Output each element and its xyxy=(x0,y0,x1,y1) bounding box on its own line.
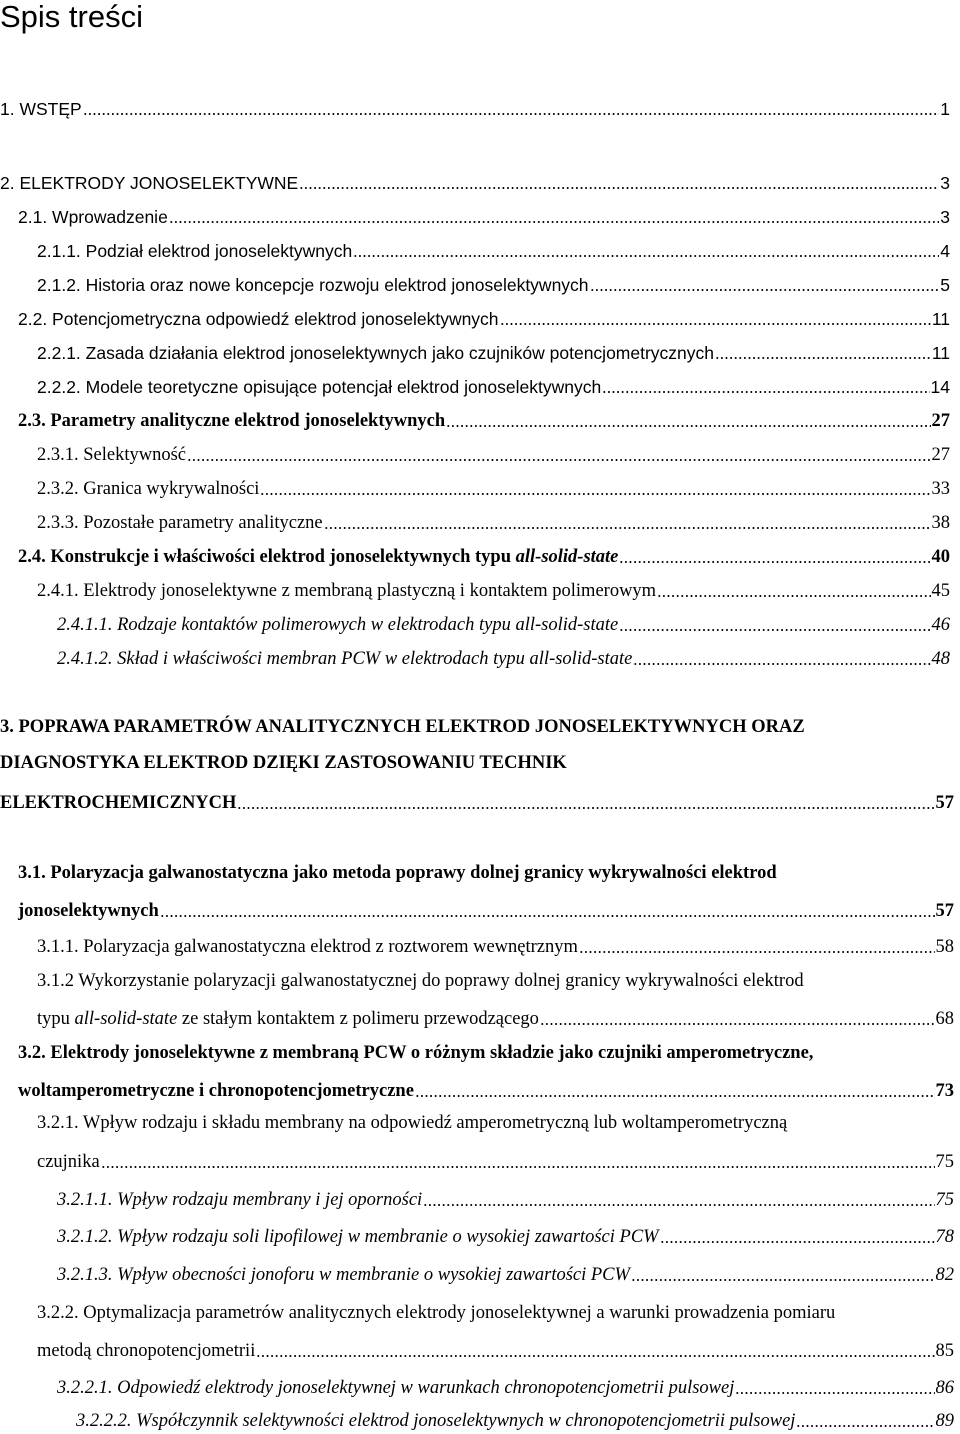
toc-entry-page: 57 xyxy=(935,901,954,921)
toc-entry-3-2-1-3[interactable] xyxy=(57,1258,954,1286)
toc-entry-2-3-1[interactable] xyxy=(37,438,950,466)
toc-entry-label: 2.1.1. Podział elektrod jonoselektywnych xyxy=(37,241,353,261)
toc-entry-page: 11 xyxy=(931,309,950,329)
toc-entry-2-3-3[interactable] xyxy=(37,506,950,534)
toc-entry-page: 57 xyxy=(935,793,954,813)
leader-dots xyxy=(631,1278,935,1282)
toc-entry-3-2-1-1[interactable] xyxy=(57,1183,954,1211)
leader-dots xyxy=(169,220,939,224)
leader-dots xyxy=(299,186,939,190)
toc-entry-2-1-1[interactable] xyxy=(37,234,950,262)
toc-entry-label: 2.3.3. Pozostałe parametry analityczne xyxy=(37,513,323,533)
page-title: Spis treści xyxy=(0,0,143,34)
leader-dots xyxy=(579,950,935,954)
toc-entry-2-3-2[interactable] xyxy=(37,472,950,500)
toc-entry-label: 3.2.2.1. Odpowiedź elektrody jonoselektywnej w warunkach chronopotencjometrii pulsowej xyxy=(57,1378,735,1398)
toc-entry-2-1-2[interactable] xyxy=(37,268,950,296)
toc-entry-3-2-1[interactable] xyxy=(37,1145,954,1173)
toc-entry-page: 1 xyxy=(940,99,950,119)
toc-entry-2-2-1[interactable] xyxy=(37,336,950,364)
leader-dots xyxy=(423,1203,934,1207)
toc-entry-page: 14 xyxy=(930,377,950,397)
toc-entry-label-italic: all-solid-state xyxy=(74,1009,178,1029)
toc-entry-page: 11 xyxy=(931,343,950,363)
toc-entry-label: 3.2.1.2. Wpływ rodzaju soli lipofilowej w membranie o wysokiej zawartości PCW xyxy=(57,1227,659,1247)
toc-entry-label: 2.4.1. Elektrody jonoselektywne z membraną plastyczną i kontaktem polimerowym xyxy=(37,581,657,601)
leader-dots xyxy=(619,560,930,564)
toc-entry-page: 27 xyxy=(931,445,950,465)
leader-dots xyxy=(796,1424,934,1428)
toc-entry-label: 2.3. Parametry analityczne elektrod jonoselektywnych xyxy=(18,411,446,431)
toc-entry-label: 2.3.1. Selektywność xyxy=(37,445,187,465)
toc-entry-page: 45 xyxy=(931,581,950,601)
leader-dots xyxy=(657,594,930,598)
toc-entry-2-4-1-1[interactable] xyxy=(57,608,950,636)
leader-dots xyxy=(101,1165,935,1169)
toc-entry-label: 3.2.1.1. Wpływ rodzaju membrany i jej oporności xyxy=(57,1190,423,1210)
toc-entry-label: 2.2.2. Modele teoretyczne opisujące potencjał elektrod jonoselektywnych xyxy=(37,377,602,397)
toc-entry-3-line1[interactable]: 3. POPRAWA PARAMETRÓW ANALITYCZNYCH ELEKTROD JONOSELEKTYWNYCH ORAZ xyxy=(0,717,805,737)
leader-dots xyxy=(256,1354,934,1358)
toc-entry-page: 40 xyxy=(931,547,950,567)
toc-entry-3[interactable] xyxy=(0,786,954,814)
toc-entry-page: 38 xyxy=(931,513,950,533)
toc-entry-page: 68 xyxy=(935,1009,954,1029)
leader-dots xyxy=(415,1094,935,1098)
toc-entry-3-2-2-1[interactable] xyxy=(57,1371,954,1399)
toc-entry-page: 82 xyxy=(935,1265,954,1285)
toc-entry-page: 85 xyxy=(935,1341,954,1361)
toc-entry-label: 3.2.1.3. Wpływ obecności jonoforu w membranie o wysokiej zawartości PCW xyxy=(57,1265,630,1285)
toc-entry-label: 2.1. Wprowadzenie xyxy=(18,207,168,227)
toc-entry-page: 46 xyxy=(931,615,950,635)
toc-entry-3-2-line1[interactable]: 3.2. Elektrody jonoselektywne z membraną PCW o różnym składzie jako czujniki amperometryczne, xyxy=(18,1043,814,1063)
leader-dots xyxy=(602,390,929,394)
toc-entry-2-2[interactable] xyxy=(18,302,950,330)
toc-entry-page: 3 xyxy=(940,173,950,193)
toc-entry-page: 48 xyxy=(931,649,950,669)
toc-entry-2-4-1[interactable] xyxy=(37,574,950,602)
leader-dots xyxy=(324,526,931,530)
toc-entry-3-1[interactable] xyxy=(18,894,954,922)
toc-entry-3-2-1-line1[interactable]: 3.2.1. Wpływ rodzaju i składu membrany na odpowiedź amperometryczną lub woltamperometryczną xyxy=(37,1113,788,1133)
toc-entry-3-1-2-line1[interactable]: 3.1.2 Wykorzystanie polaryzacji galwanostatycznej do poprawy dolnej granicy wykrywalności elektrod xyxy=(37,971,804,991)
leader-dots xyxy=(540,1022,935,1026)
toc-entry-page: 89 xyxy=(935,1411,954,1431)
toc-entry-page: 27 xyxy=(931,411,950,431)
toc-entry-page: 3 xyxy=(940,207,950,227)
toc-entry-label: metodą chronopotencjometrii xyxy=(37,1341,256,1361)
toc-entry-label: 3.1.1. Polaryzacja galwanostatyczna elektrod z roztworem wewnętrznym xyxy=(37,937,578,957)
toc-entry-3-2-2-2[interactable] xyxy=(76,1404,954,1432)
leader-dots xyxy=(237,806,934,810)
toc-entry-label-c: ze stałym kontaktem z polimeru przewodzącego xyxy=(177,1009,539,1029)
toc-entry-label: 2.2.1. Zasada działania elektrod jonoselektywnych jako czujników potencjometrycznych xyxy=(37,343,715,363)
toc-entry-3-2-2[interactable] xyxy=(37,1334,954,1362)
leader-dots xyxy=(446,424,930,428)
toc-entry-page: 33 xyxy=(931,479,950,499)
toc-entry-label: 2. ELEKTRODY JONOSELEKTYWNE xyxy=(0,173,299,193)
toc-entry-page: 86 xyxy=(935,1378,954,1398)
leader-dots xyxy=(619,628,930,632)
leader-dots xyxy=(735,1391,934,1395)
toc-entry-2-2-2[interactable] xyxy=(37,370,950,398)
leader-dots xyxy=(633,662,930,666)
leader-dots xyxy=(715,356,931,360)
toc-entry-label-a: typu xyxy=(37,1009,75,1029)
toc-entry-page: 78 xyxy=(935,1227,954,1247)
toc-entry-page: 75 xyxy=(935,1190,954,1210)
toc-entry-label: 2.4.1.1. Rodzaje kontaktów polimerowych w elektrodach typu all-solid-state xyxy=(57,615,619,635)
toc-entry-2-4-1-2[interactable] xyxy=(57,642,950,670)
toc-entry-page: 73 xyxy=(935,1081,954,1101)
toc-entry-label: jonoselektywnych xyxy=(18,901,159,921)
toc-entry-label: 3.2.2.2. Współczynnik selektywności elektrod jonoselektywnych w chronopotencjometrii pulsowej xyxy=(76,1411,796,1431)
toc-entry-1[interactable] xyxy=(0,92,950,120)
toc-entry-label xyxy=(37,1008,539,1030)
toc-entry-2-4[interactable] xyxy=(18,540,950,568)
toc-entry-label: 2.1.2. Historia oraz nowe koncepcje rozwoju elektrod jonoselektywnych xyxy=(37,275,589,295)
leader-dots xyxy=(187,458,930,462)
toc-entry-label: 1. WSTĘP xyxy=(0,99,82,119)
toc-entry-page: 75 xyxy=(935,1152,954,1172)
leader-dots xyxy=(160,914,935,918)
toc-entry-2-1[interactable] xyxy=(18,200,950,228)
leader-dots xyxy=(260,492,930,496)
toc-entry-label-main: 2.4. Konstrukcje i właściwości elektrod jonoselektywnych typu xyxy=(18,547,516,567)
toc-entry-label: 2.4.1.2. Skład i właściwości membran PCW w elektrodach typu all-solid-state xyxy=(57,649,633,669)
toc-entry-page: 58 xyxy=(935,937,954,957)
toc-entry-2[interactable] xyxy=(0,166,950,194)
toc-entry-label: 2.2. Potencjometryczna odpowiedź elektrod jonoselektywnych xyxy=(18,309,499,329)
toc-entry-3-line2[interactable]: DIAGNOSTYKA ELEKTROD DZIĘKI ZASTOSOWANIU TECHNIK xyxy=(0,753,567,773)
toc-entry-label: woltamperometryczne i chronopotencjometryczne xyxy=(18,1081,414,1101)
toc-entry-label xyxy=(18,546,618,568)
leader-dots xyxy=(660,1240,935,1244)
toc-entry-3-1-1[interactable] xyxy=(37,930,954,958)
toc-entry-page: 5 xyxy=(940,275,950,295)
leader-dots xyxy=(83,112,940,116)
toc-entry-3-2-2-line1[interactable]: 3.2.2. Optymalizacja parametrów analitycznych elektrody jonoselektywnej a warunki prowadzenia pomiaru xyxy=(37,1303,836,1323)
toc-entry-2-3[interactable] xyxy=(18,404,950,432)
toc-entry-3-2[interactable] xyxy=(18,1074,954,1102)
toc-entry-3-1-2[interactable] xyxy=(37,1002,954,1030)
toc-entry-3-1-line1[interactable]: 3.1. Polaryzacja galwanostatyczna jako metoda poprawy dolnej granicy wykrywalności elektrod xyxy=(18,863,777,883)
toc-entry-label-italic: all-solid-state xyxy=(515,547,619,567)
toc-entry-label: czujnika xyxy=(37,1152,100,1172)
toc-entry-label: 2.3.2. Granica wykrywalności xyxy=(37,479,260,499)
toc-entry-3-2-1-2[interactable] xyxy=(57,1220,954,1248)
toc-entry-label: ELEKTROCHEMICZNYCH xyxy=(0,793,237,813)
leader-dots xyxy=(500,322,931,326)
leader-dots xyxy=(590,288,940,292)
toc-entry-page: 4 xyxy=(940,241,950,261)
leader-dots xyxy=(353,254,939,258)
